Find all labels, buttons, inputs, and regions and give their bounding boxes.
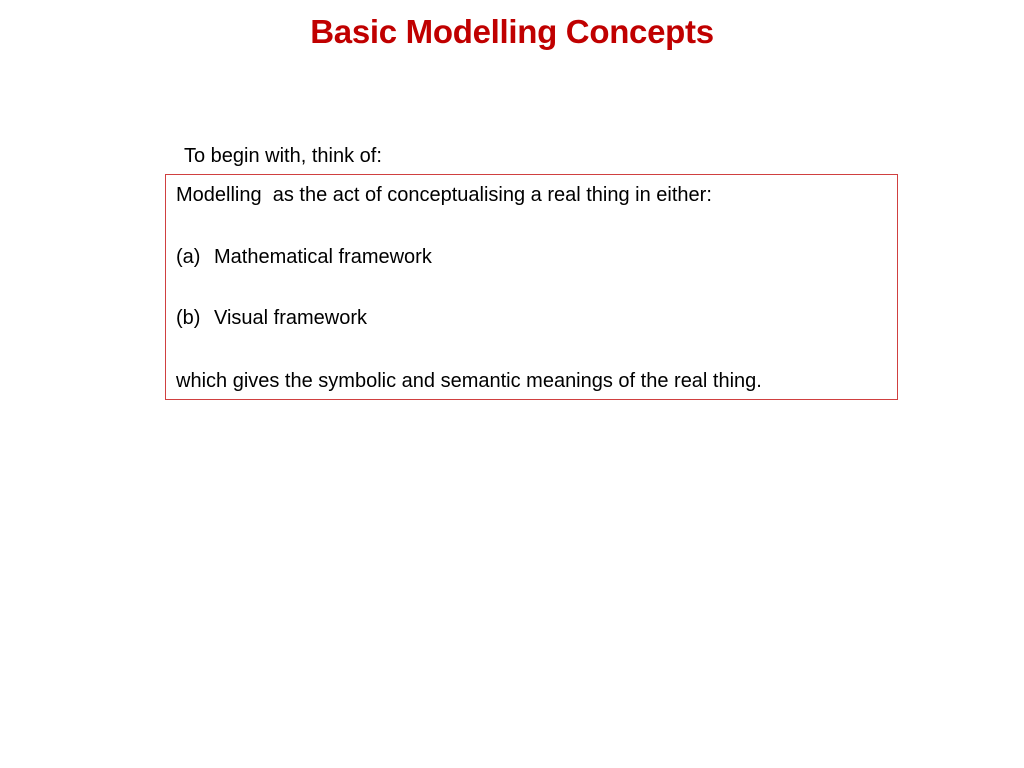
list-item bbox=[176, 244, 432, 270]
list-item bbox=[176, 305, 367, 331]
list-item-marker: (a) bbox=[176, 246, 201, 268]
definition-closing: which gives the symbolic and semantic meanings of the real thing. bbox=[176, 370, 762, 392]
definition-box bbox=[165, 174, 898, 400]
definition-lead: Modelling as the act of conceptualising a real thing in either: bbox=[176, 184, 712, 206]
list-item-text: Visual framework bbox=[214, 307, 368, 329]
list-item-text: Mathematical framework bbox=[214, 246, 432, 268]
slide-title: Basic Modelling Concepts bbox=[310, 13, 714, 50]
intro-text: To begin with, think of: bbox=[184, 145, 382, 167]
list-item-marker: (b) bbox=[176, 307, 201, 329]
